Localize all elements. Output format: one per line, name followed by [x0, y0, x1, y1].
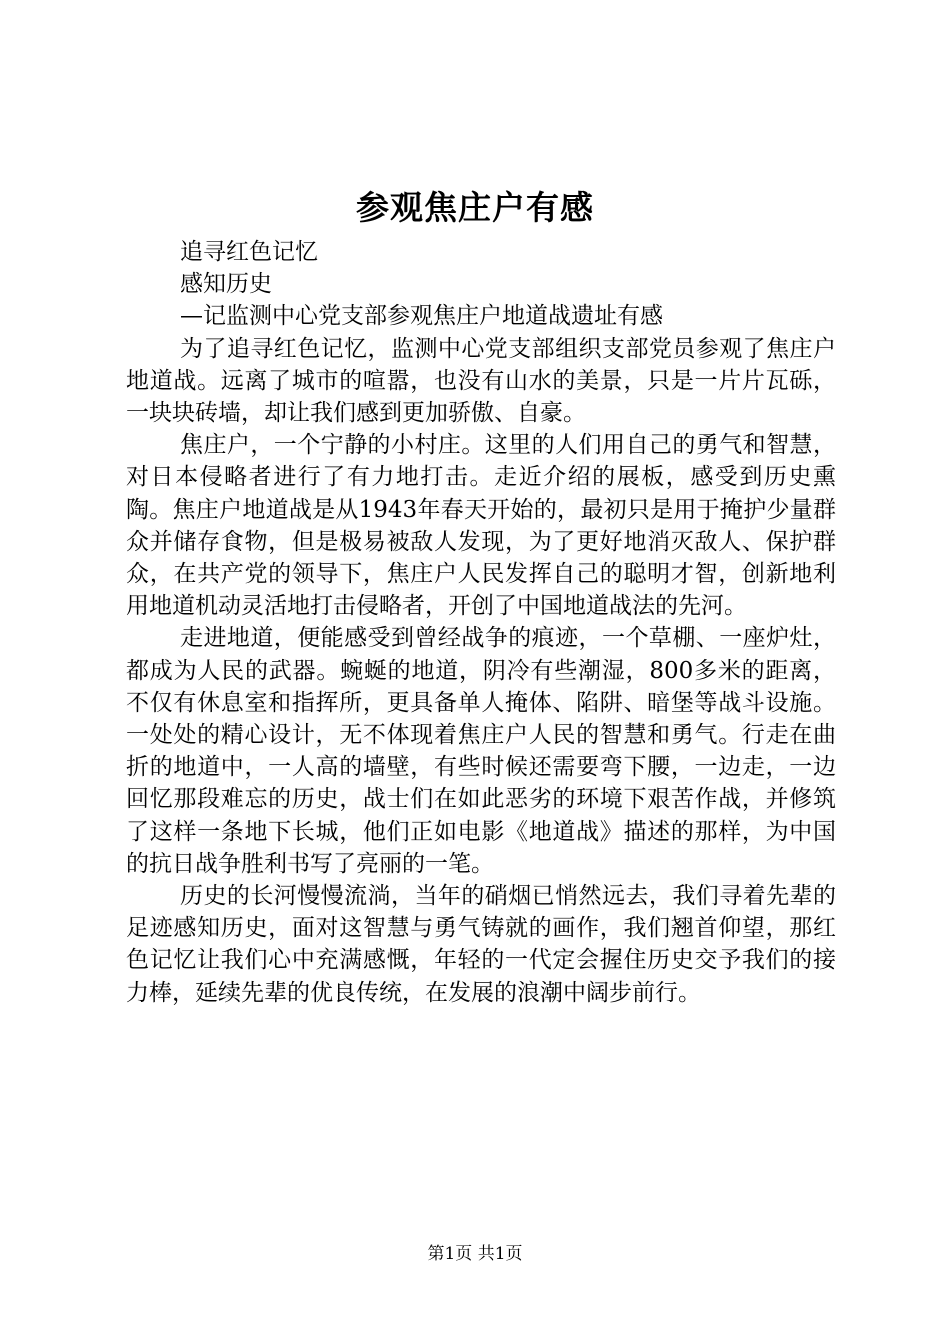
paragraph-4: 历史的长河慢慢流淌，当年的硝烟已悄然远去，我们寻着先辈的足迹感知历史，面对这智慧与勇气铸就的画作，我们翘首仰望，那红色记忆让我们心中充满感慨，年轻的一代定会握住历史交予我们的接力棒，延续先辈的优良传统，在发展的浪潮中阔步前行。 [126, 883, 836, 1006]
document-body [126, 236, 836, 1009]
paragraph-1: 为了追寻红色记忆，监测中心党支部组织支部党员参观了焦庄户地道战。远离了城市的喧嚣，也没有山水的美景，只是一片片瓦砾，一块块砖墙，却让我们感到更加骄傲、自豪。 [126, 335, 836, 427]
paragraph-2: 焦庄户，一个宁静的小村庄。这里的人们用自己的勇气和智慧，对日本侵略者进行了有力地打击。走近介绍的展板，感受到历史熏陶。焦庄户地道战是从1943年春天开始的，最初只是用于掩护少量群众并储存食物，但是极易被敌人发现，为了更好地消灭敌人、保护群众，在共产党的领导下，焦庄户人民发挥自己的聪明才智，创新地利用地道机动灵活地打击侵略者，开创了中国地道战法的先河。 [126, 432, 836, 620]
page-footer: 第1页 共1页 [427, 1244, 523, 1264]
subtitle-line-2: 感知历史 [180, 271, 272, 298]
subtitle-line-1: 追寻红色记忆 [180, 239, 318, 265]
document-title: 参观焦庄户有感 [356, 188, 594, 227]
subtitle-line-3: —记监测中心党支部参观焦庄户地道战遗址有感 [180, 303, 663, 330]
paragraph-3: 走进地道，便能感受到曾经战争的痕迹，一个草棚、一座炉灶，都成为人民的武器。蜿蜒的地道，阴冷有些潮湿，800多米的距离，不仅有休息室和指挥所，更具备单人掩体、陷阱、暗堡等战斗设施。一处处的精心设计，无不体现着焦庄户人民的智慧和勇气。行走在曲折的地道中，一人高的墙壁，有些时候还需要弯下腰，一边走，一边回忆那段难忘的历史，战士们在如此恶劣的环境下艰苦作战，并修筑了这样一条地下长城，他们正如电影《地道战》描述的那样，为中国的抗日战争胜利书写了亮丽的一笔。 [126, 625, 836, 877]
